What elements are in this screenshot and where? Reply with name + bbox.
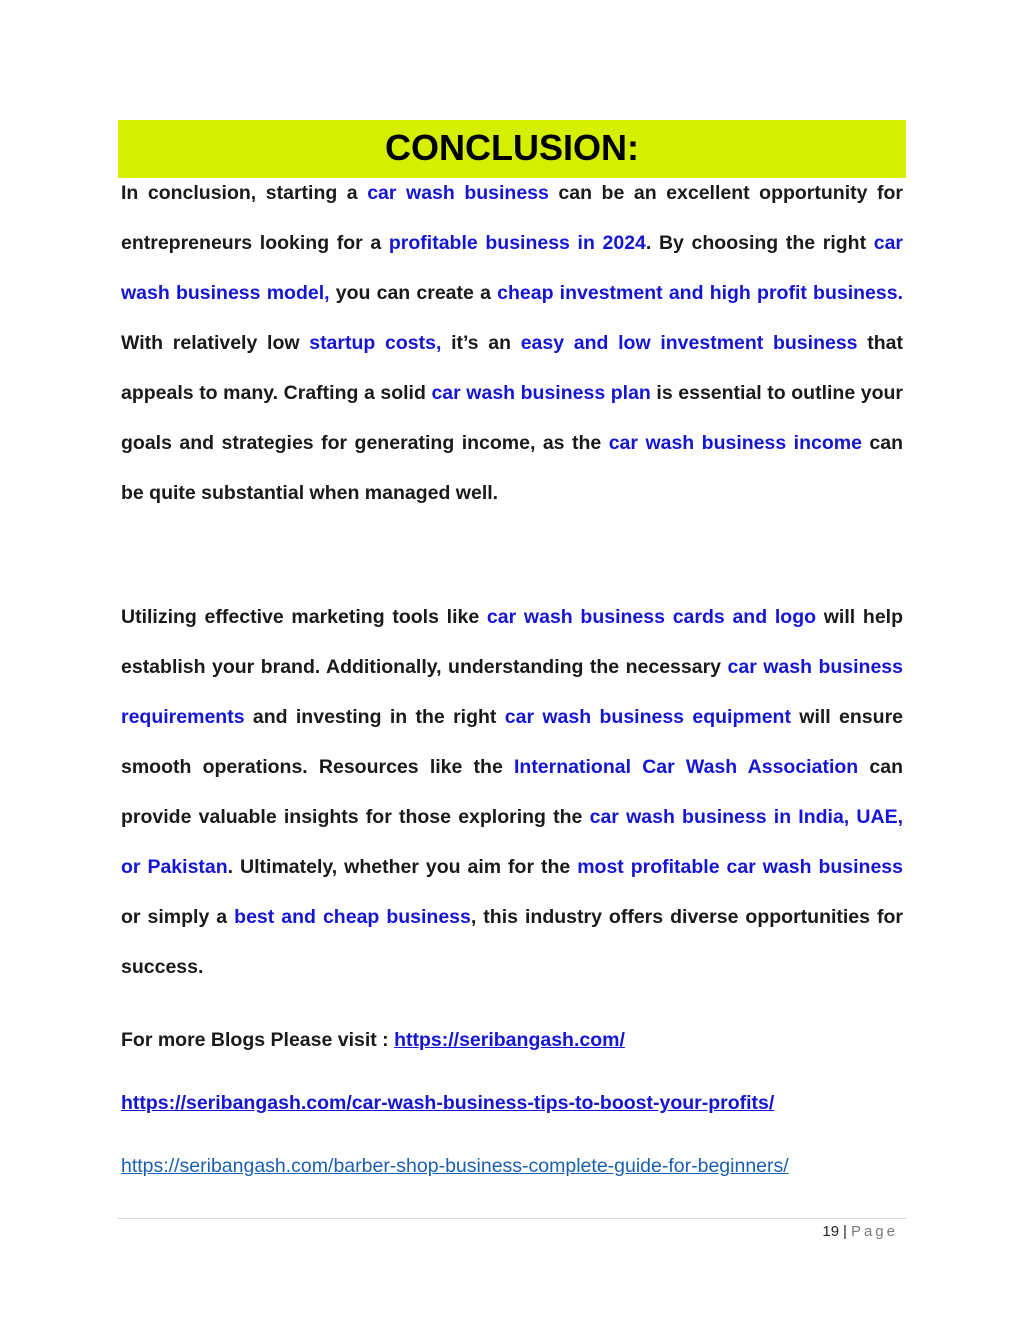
seribangash-home-link[interactable]: https://seribangash.com/	[394, 1029, 625, 1051]
paragraph-text: . Ultimately, whether you aim for the	[227, 856, 578, 878]
paragraph-text: Utilizing effective marketing tools like	[121, 606, 487, 628]
keyword-highlight: easy and low investment business	[520, 332, 858, 354]
keyword-highlight: car wash business model,	[121, 232, 903, 304]
paragraph-text: will ensure smooth operations. Resources like the	[121, 706, 903, 778]
page-footer	[822, 1221, 898, 1243]
keyword-highlight: International Car Wash Association	[513, 756, 859, 778]
keyword-highlight: car wash business cards and logo	[486, 606, 817, 628]
keyword-highlight: car wash business	[367, 182, 549, 204]
footer-divider	[118, 1218, 906, 1219]
paragraph-text: or simply a	[121, 906, 235, 928]
paragraph-text: In conclusion, starting a	[121, 182, 368, 204]
keyword-highlight: car wash business equipment	[504, 706, 791, 728]
conclusion-paragraph-1	[121, 168, 903, 518]
page-label: Page	[850, 1223, 898, 1240]
paragraph-text: can provide valuable insights for those exploring the	[121, 756, 903, 828]
keyword-highlight: startup costs,	[309, 332, 442, 354]
paragraph-text: and investing in the right	[244, 706, 505, 728]
paragraph-text: . By choosing the right	[645, 232, 874, 254]
keyword-highlight: most profitable car wash business	[577, 856, 903, 878]
keyword-highlight: best and cheap business	[234, 906, 471, 928]
more-blogs-line	[121, 1025, 903, 1055]
car-wash-tips-link[interactable]: https://seribangash.com/car-wash-business-tips-to-boost-your-profits/	[121, 1092, 775, 1114]
paragraph-text: will help establish your brand. Additionally, understanding the necessary	[121, 606, 904, 678]
paragraph-text: you can create a	[329, 282, 498, 304]
page-separator: |	[843, 1223, 847, 1240]
paragraph-text: is essential to outline your goals and strategies for generating income, as the	[121, 382, 903, 454]
keyword-highlight: car wash business income	[608, 432, 862, 454]
paragraph-text: , this industry offers diverse opportunities for success.	[121, 906, 904, 978]
keyword-highlight: profitable business in 2024	[388, 232, 646, 254]
keyword-highlight: car wash business plan	[431, 382, 651, 404]
keyword-highlight: cheap investment and high profit business.	[497, 282, 904, 304]
keyword-highlight: car wash business in India, UAE, or Pakistan	[121, 806, 904, 878]
paragraph-text: it’s an	[441, 332, 521, 354]
barber-shop-guide-link[interactable]: https://seribangash.com/barber-shop-business-complete-guide-for-beginners/	[121, 1155, 789, 1177]
paragraph-text: With relatively low	[121, 332, 310, 354]
page-number: 19	[822, 1223, 840, 1240]
more-blogs-label: For more Blogs Please visit :	[121, 1029, 395, 1051]
conclusion-paragraph-2	[121, 592, 903, 992]
paragraph-text: can be an excellent opportunity for entrepreneurs looking for a	[121, 182, 904, 254]
paragraph-text: can be quite substantial when managed well.	[121, 432, 903, 504]
keyword-highlight: car wash business requirements	[121, 656, 903, 728]
paragraph-text: that appeals to many. Crafting a solid	[121, 332, 903, 404]
conclusion-heading: CONCLUSION:	[385, 127, 639, 168]
